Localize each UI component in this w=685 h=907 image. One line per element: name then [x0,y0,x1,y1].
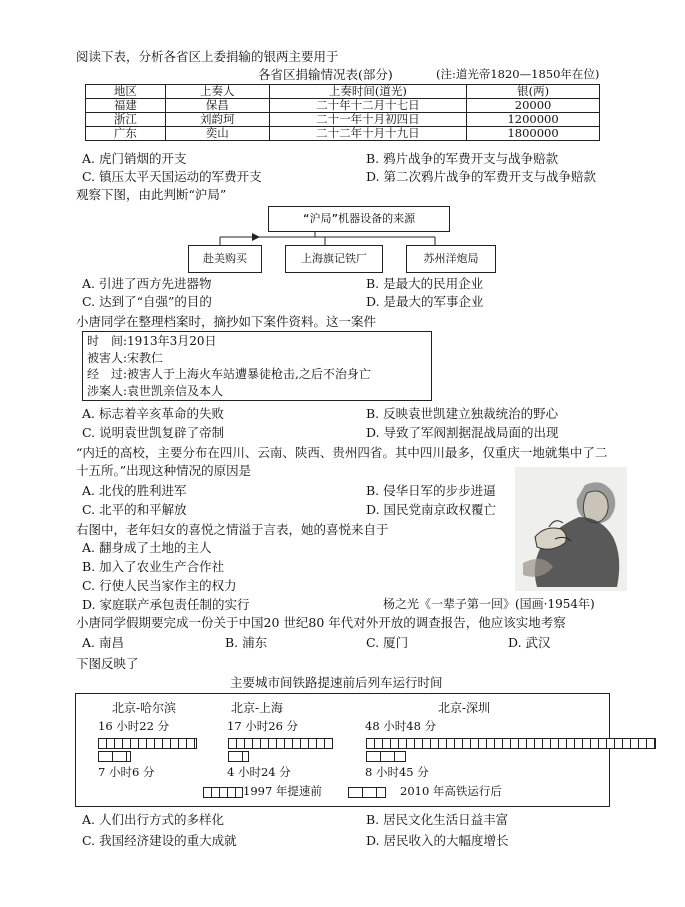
q2-option-d: D. 是最大的军事企业 [366,294,484,309]
table-cell: 二十一年十月初四日 [269,113,467,127]
q4-stem-line1: “内迁的高校，主要分布在四川、云南、陕西、贵州四省。其中四川最多，仅重庆一地就集中了二 [76,445,608,460]
q1-table-note: (注:道光帝1820—1850年在位) [436,67,600,81]
table-cell: 福建 [86,99,166,113]
table-cell: 1200000 [467,113,600,127]
q1-option-d: D. 第二次鸦片战争的军费开支与战争赔款 [366,169,597,184]
q5-option-a: A. 翻身成了土地的主人 [82,540,212,555]
q2-diagram-box-2: 上海旗记铁厂 [285,245,383,273]
table-header-row [86,85,600,99]
q2-diagram-box-1: 赴美购买 [188,245,262,273]
q3-option-a: A. 标志着辛亥革命的失败 [82,406,224,421]
route-name-shanghai: 北京-上海 [231,701,284,715]
table-cell: 奕山 [165,127,269,141]
q2-diagram-top-box: “沪局”机器设备的来源 [268,206,450,232]
q4-option-c: C. 北平的和平解放 [82,502,187,517]
shenzhen-after-time: 8 小时45 分 [365,765,429,779]
table-header: 银(两) [467,85,600,99]
q3-stem: 小唐同学在整理档案时，摘抄如下案件资料。这一案件 [76,314,377,329]
case-victim: 被害人:宋教仁 [87,350,164,365]
table-cell: 广东 [86,127,166,141]
q4-option-a: A. 北伐的胜利进军 [82,483,187,498]
q6-option-b: B. 浦东 [225,635,268,650]
shanghai-after-time: 4 小时24 分 [227,765,291,779]
train-bar-before [228,738,333,749]
case-suspect: 涉案人:袁世凯亲信及本人 [87,383,224,398]
table-cell: 保昌 [165,99,269,113]
table-row [86,127,600,141]
shanghai-before-time: 17 小时26 分 [227,719,299,733]
q6-option-a: A. 南昌 [82,635,124,650]
table-cell: 二十年十二月十七日 [269,99,467,113]
table-cell: 1800000 [467,127,600,141]
painting-face [583,491,608,522]
q2-option-a: A. 引进了西方先进器物 [82,276,212,291]
q6-option-c: C. 厦门 [366,635,409,650]
q5-option-d: D. 家庭联产承包责任制的实行 [82,597,250,612]
q5-stem: 右图中，老年妇女的喜悦之情溢于言表，她的喜悦来自于 [76,522,389,537]
q7-option-b: B. 居民文化生活日益丰富 [366,812,509,827]
table-cell: 浙江 [86,113,166,127]
table-row [86,113,600,127]
train-bar-before [98,738,197,749]
q3-option-b: B. 反映袁世凯建立独裁统治的野心 [366,406,559,421]
q3-option-c: C. 说明袁世凯复辟了帝制 [82,425,225,440]
q7-stem: 下图反映了 [76,656,139,671]
table-cell: 20000 [467,99,600,113]
train-bar-before [366,738,656,749]
q2-option-b: B. 是最大的民用企业 [366,276,484,291]
q3-option-d: D. 导致了军阀割据混战局面的出现 [366,425,559,440]
legend-after-swatch [348,787,386,798]
q1-option-c: C. 镇压太平天国运动的军费开支 [82,169,262,184]
q1-table [85,84,600,141]
q6-option-d: D. 武汉 [508,635,551,650]
q4-option-b: B. 侵华日军的步步进逼 [366,483,496,498]
route-name-shenzhen: 北京-深圳 [438,701,491,715]
legend-after-label: 2010 年高铁运行后 [400,784,502,798]
case-time: 时 间:1913年3月20日 [87,334,217,348]
harbin-after-time: 7 小时6 分 [98,765,155,779]
table-header: 上奏人 [165,85,269,99]
legend-before-swatch [203,787,243,798]
table-header: 上奏时间(道光) [269,85,467,99]
table-row [86,99,600,113]
q2-stem: 观察下图，由此判断“沪局” [76,187,227,202]
q3-case-box [82,331,432,401]
q6-stem: 小唐同学假期要完成一份关于中国20 世纪80 年代对外开放的调查报告，他应该实地考察 [76,615,566,630]
table-header: 地区 [86,85,166,99]
q1-option-b: B. 鸦片战争的军费开支与战争赔款 [366,151,559,166]
route-name-harbin: 北京-哈尔滨 [112,701,177,715]
train-bar-after [366,751,406,762]
legend-before-label: 1997 年提速前 [243,784,322,798]
q4-stem-line2: 十五所。”出现这种情况的原因是 [76,463,252,478]
q1-stem: 阅读下表，分析各省区上委捐输的银两主要用于 [76,49,339,64]
q5-option-b: B. 加入了农业生产合作社 [82,559,225,574]
q1-option-a: A. 虎门销烟的开支 [82,151,187,166]
old-woman-painting [515,467,627,591]
case-details: 经 过:被害人于上海火车站遭暴徒枪击,之后不治身亡 [87,367,371,381]
q7-option-c: C. 我国经济建设的重大成就 [82,833,237,848]
harbin-before-time: 16 小时22 分 [98,719,170,733]
q1-table-title: 各省区捐输情况表(部分) [258,67,393,82]
q5-option-c: C. 行使人民当家作主的权力 [82,578,237,593]
q2-diagram-box-3: 苏州洋炮局 [406,245,496,273]
arrow-head-icon [252,233,260,241]
q7-option-d: D. 居民收入的大幅度增长 [366,833,509,848]
shenzhen-before-time: 48 小时48 分 [365,719,437,733]
q7-figure-title: 主要城市间铁路提速前后列车运行时间 [230,675,443,690]
q4-option-d: D. 国民党南京政权覆亡 [366,502,497,517]
train-bar-after [228,751,249,762]
table-cell: 刘韵珂 [165,113,269,127]
train-bar-after [98,751,131,762]
table-cell: 二十二年十月十九日 [269,127,467,141]
q2-option-c: C. 达到了“自强”的目的 [82,294,212,309]
q7-option-a: A. 人们出行方式的多样化 [82,812,224,827]
painting-caption: 杨之光《一辈子第一回》(国画·1954年) [383,597,595,611]
